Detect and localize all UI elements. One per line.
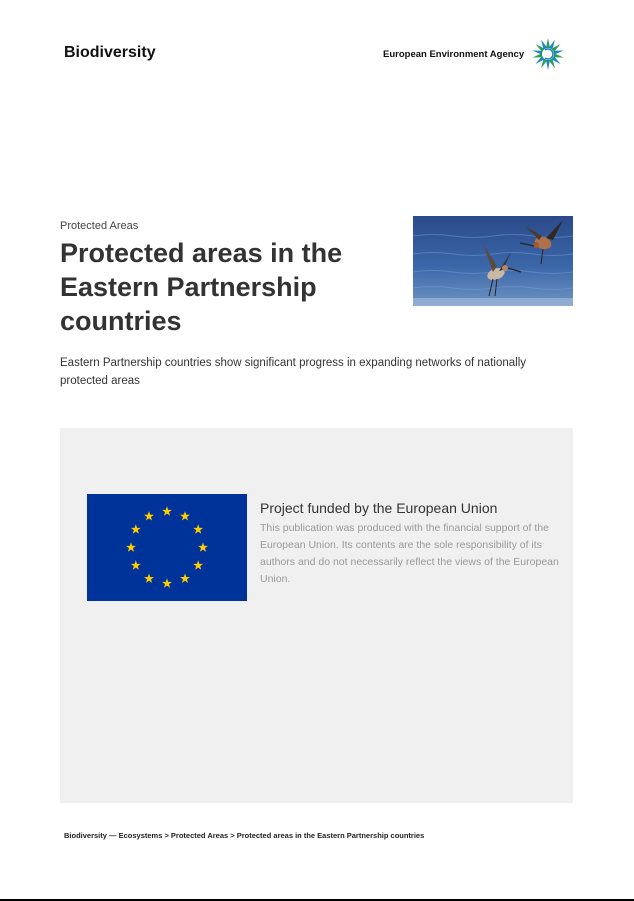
funding-heading: Project funded by the European Union bbox=[260, 500, 498, 516]
eea-sunburst-logo-icon bbox=[530, 36, 566, 72]
funding-panel bbox=[60, 428, 573, 803]
logo-ray bbox=[546, 38, 550, 48]
hero-image bbox=[413, 216, 573, 306]
eu-flag-icon bbox=[87, 494, 247, 601]
wading-birds-photo bbox=[413, 216, 573, 306]
logo-ray bbox=[546, 60, 550, 70]
header-title[interactable]: Biodiversity bbox=[64, 44, 156, 61]
page-title: Protected areas in the Eastern Partnership countries bbox=[60, 238, 343, 336]
agency-name: European Environment Agency bbox=[383, 48, 525, 60]
article-subtitle: Eastern Partnership countries show significant progress in expanding networks of nationally protected areas bbox=[60, 357, 527, 387]
breadcrumb[interactable]: Biodiversity — Ecosystems > Protected Areas > Protected areas in the Eastern Partnership countries bbox=[64, 831, 425, 840]
funding-disclaimer: This publication was produced with the financial support of the European Union. Its contents are the sole responsibility of its authors and do not necessarily reflect the views of the European Union. bbox=[260, 522, 559, 585]
agency-brand[interactable] bbox=[383, 38, 566, 70]
article-category[interactable]: Protected Areas bbox=[60, 220, 139, 232]
